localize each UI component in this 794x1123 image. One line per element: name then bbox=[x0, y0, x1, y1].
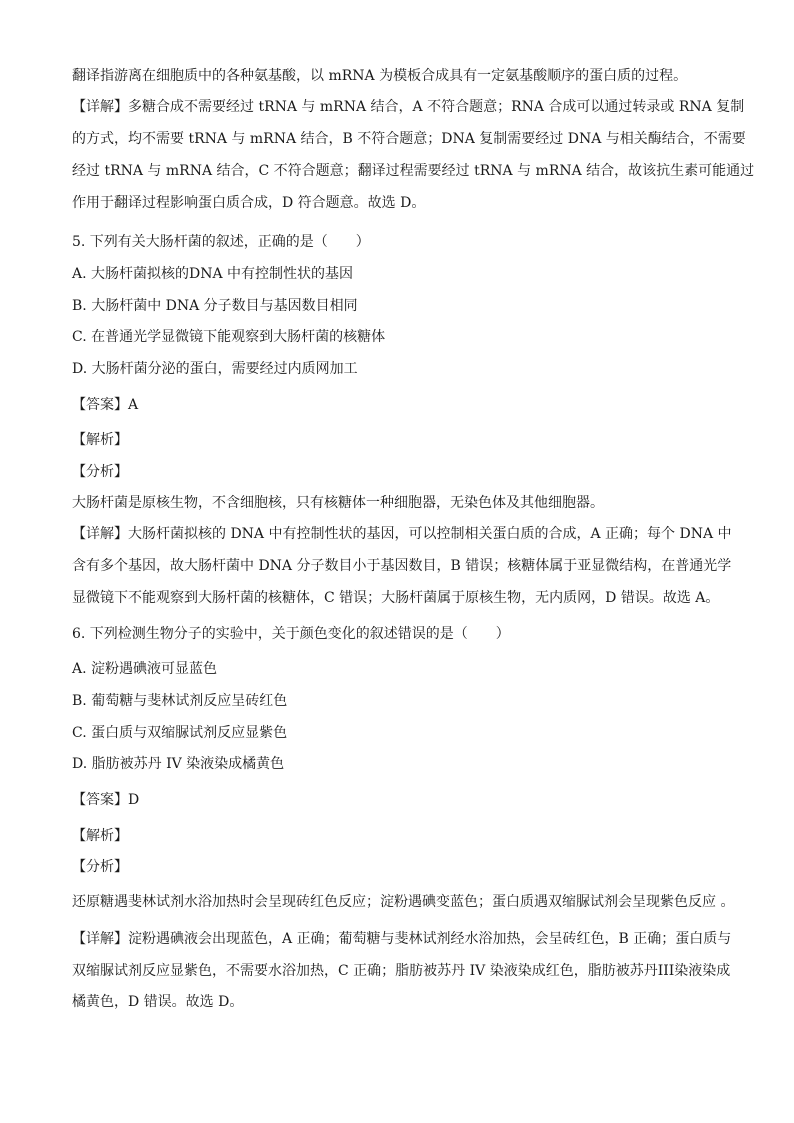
detail-paragraph-line: 【详解】大肠杆菌拟核的 DNA 中有控制性状的基因，可以控制相关蛋白质的合成，A 正确；每个 DNA 中 bbox=[72, 526, 732, 542]
answer-label: 【答案】D bbox=[72, 792, 140, 808]
detail-paragraph-line: 【详解】淀粉遇碘液会出现蓝色，A 正确；葡萄糖与斐林试剂经水浴加热，会呈砖红色，B 正确；蛋白质与 bbox=[72, 931, 732, 947]
analysis-sub-label: 【分析】 bbox=[72, 464, 128, 480]
answer-label: 【答案】A bbox=[72, 397, 139, 413]
detail-paragraph-line: 作用于翻译过程影响蛋白质合成，D 符合题意。故选 D。 bbox=[72, 195, 426, 211]
detail-paragraph-line: 的方式，均不需要 tRNA 与 mRNA 结合，B 不符合题意；DNA 复制需要经过 DNA 与相关酶结合，不需要 bbox=[72, 131, 746, 147]
question-5-option-b: B. 大肠杆菌中 DNA 分子数目与基因数目相同 bbox=[72, 298, 358, 314]
detail-paragraph-line: 【详解】多糖合成不需要经过 tRNA 与 mRNA 结合，A 不符合题意；RNA 合成可以通过转录或 RNA 复制 bbox=[72, 99, 745, 115]
text-line: 翻译指游离在细胞质中的各种氨基酸，以 mRNA 为模板合成具有一定氨基酸顺序的蛋白质的过程。 bbox=[72, 68, 688, 84]
analysis-sub-label: 【分析】 bbox=[72, 859, 128, 875]
question-6-option-d: D. 脂肪被苏丹 IV 染液染成橘黄色 bbox=[72, 756, 285, 772]
question-5-stem: 5. 下列有关大肠杆菌的叙述，正确的是（ ） bbox=[72, 234, 370, 250]
question-5-option-d: D. 大肠杆菌分泌的蛋白，需要经过内质网加工 bbox=[72, 361, 358, 377]
question-6-option-b: B. 葡萄糖与斐林试剂反应呈砖红色 bbox=[72, 693, 288, 709]
question-6-option-a: A. 淀粉遇碘液可显蓝色 bbox=[72, 661, 218, 677]
detail-paragraph-line: 含有多个基因，故大肠杆菌中 DNA 分子数目小于基因数目，B 错误；核糖体属于亚显微结构，在普通光学 bbox=[72, 558, 732, 574]
detail-paragraph-line: 双缩脲试剂反应显紫色，不需要水浴加热，C 正确；脂肪被苏丹 IV 染液染成红色，脂肪被苏丹III染液染成 bbox=[72, 963, 731, 979]
detail-paragraph-line: 显微镜下不能观察到大肠杆菌的核糖体，C 错误；大肠杆菌属于原核生物，无内质网，D 错误。故选 A。 bbox=[72, 590, 720, 606]
detail-paragraph-line: 经过 tRNA 与 mRNA 结合，C 不符合题意；翻译过程需要经过 tRNA 与 mRNA 结合，故该抗生素可能通过 bbox=[72, 163, 755, 179]
analysis-label: 【解析】 bbox=[72, 432, 128, 448]
analysis-label: 【解析】 bbox=[72, 828, 128, 844]
question-5-option-c: C. 在普通光学显微镜下能观察到大肠杆菌的核糖体 bbox=[72, 329, 386, 345]
question-6-option-c: C. 蛋白质与双缩脲试剂反应显紫色 bbox=[72, 725, 288, 741]
analysis-text: 还原糖遇斐林试剂水浴加热时会呈现砖红色反应；淀粉遇碘变蓝色；蛋白质遇双缩脲试剂会呈现紫色反应 。 bbox=[72, 894, 735, 910]
question-6-stem: 6. 下列检测生物分子的实验中，关于颜色变化的叙述错误的是（ ） bbox=[72, 626, 510, 642]
detail-paragraph-line: 橘黄色，D 错误。故选 D。 bbox=[72, 994, 244, 1010]
question-5-option-a: A. 大肠杆菌拟核的DNA 中有控制性状的基因 bbox=[72, 266, 354, 282]
analysis-text: 大肠杆菌是原核生物，不含细胞核，只有核糖体一种细胞器，无染色体及其他细胞器。 bbox=[72, 495, 604, 511]
